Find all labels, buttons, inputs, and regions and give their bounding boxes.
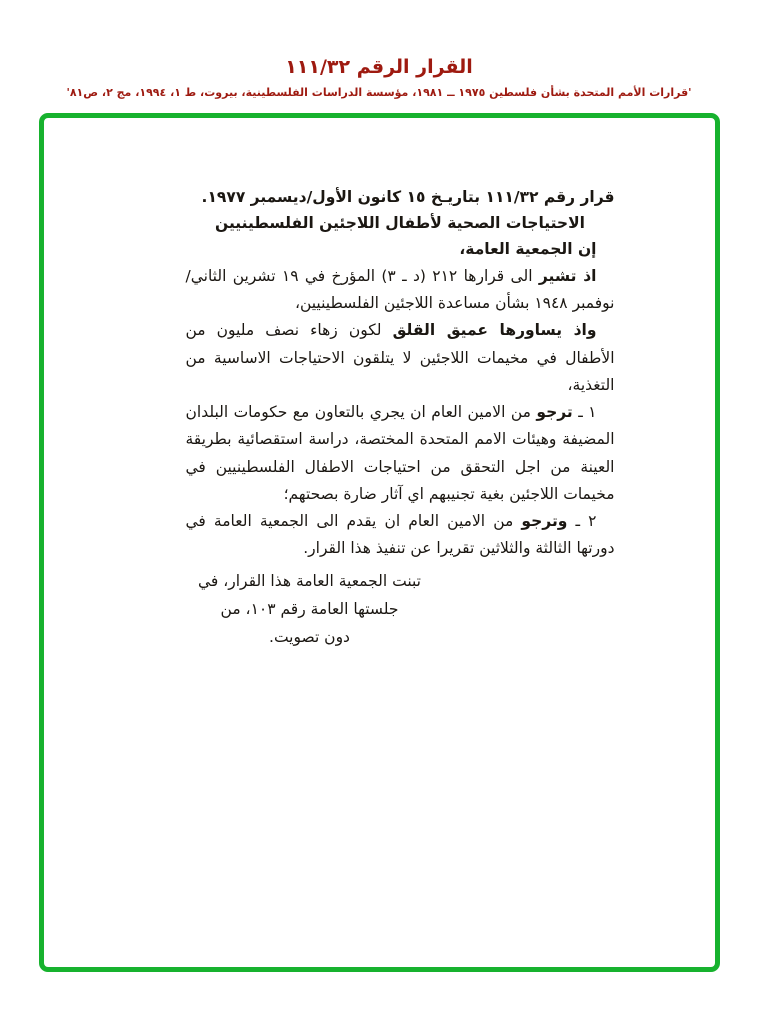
paragraph-text: من الامين العام ان يقدم الى الجمعية العامة في دورتها الثالثة والثلاثين تقريرا عن تنفيذ هذا القرار.: [185, 512, 615, 558]
adoption-note: [186, 568, 434, 652]
page-header: [0, 0, 758, 99]
paragraph-text: الى قرارها ٢١٢ (د ـ ٣) المؤرخ في ١٩ تشرين الثاني/نوفمبر ١٩٤٨ بشأن مساعدة اللاجئين الفلسطينيين،: [185, 266, 615, 313]
paragraph-number: ١ ـ: [572, 403, 597, 422]
resolution-body: [44, 118, 715, 652]
resolution-number-title: القرار الرقم ١١١/٣٢: [285, 56, 473, 78]
preambular-paragraph-1: [186, 263, 615, 318]
operative-paragraph-2: [186, 508, 615, 563]
adoption-line-3: دون تصويت.: [269, 627, 350, 646]
resolution-subject: الاحتياجات الصحية لأطفال اللاجئين الفلسطينيين: [215, 214, 585, 233]
paragraph-lead: واذ يساورها عميق القلق: [392, 321, 597, 340]
paragraph-lead: اذ تشير: [538, 266, 597, 285]
paragraph-text: لكون زهاء نصف مليون من الأطفال في مخيمات اللاجئين لا يتلقون الاحتياجات الاساسية من التغذية،: [185, 321, 615, 394]
paragraph-lead: وترجو: [521, 512, 568, 531]
resolution-heading: قرار رقم ١١١/٣٢ بتاريـخ ١٥ كانون الأول/ديسمبر ١٩٧٧.: [201, 187, 615, 206]
paragraph-number: ٢ ـ: [567, 512, 597, 531]
salutation-line: إن الجمعية العامة،: [459, 240, 597, 259]
source-citation: 'قرارات الأمم المتحدة بشأن فلسطين ١٩٧٥ ــ ١٩٨١، مؤسسة الدراسات الفلسطينية، بيروت، ط ١، ١٩٩٤، مج ٢، ص٨١': [66, 85, 692, 99]
preambular-paragraph-2: [186, 317, 615, 399]
operative-paragraph-1: [186, 399, 615, 508]
adoption-line-1: تبنت الجمعية العامة هذا القرار، في: [198, 571, 421, 590]
paragraph-lead: ترجو: [536, 403, 573, 422]
adoption-line-2: جلستها العامة رقم ١٠٣، من: [220, 599, 399, 618]
green-border-frame: [39, 113, 720, 972]
paragraph-text: من الامين العام ان يجري بالتعاون مع حكومات البلدان المضيفة وهيئات الامم المتحدة المختصة، دراسة استقصائية بطريقة العينة من اجل التحقق من احتياجات الاطفال الفلسطينيين في مخيمات اللاجئين بغية تجنيبهم اي آثار ضارة بصحتهم؛: [185, 403, 615, 503]
